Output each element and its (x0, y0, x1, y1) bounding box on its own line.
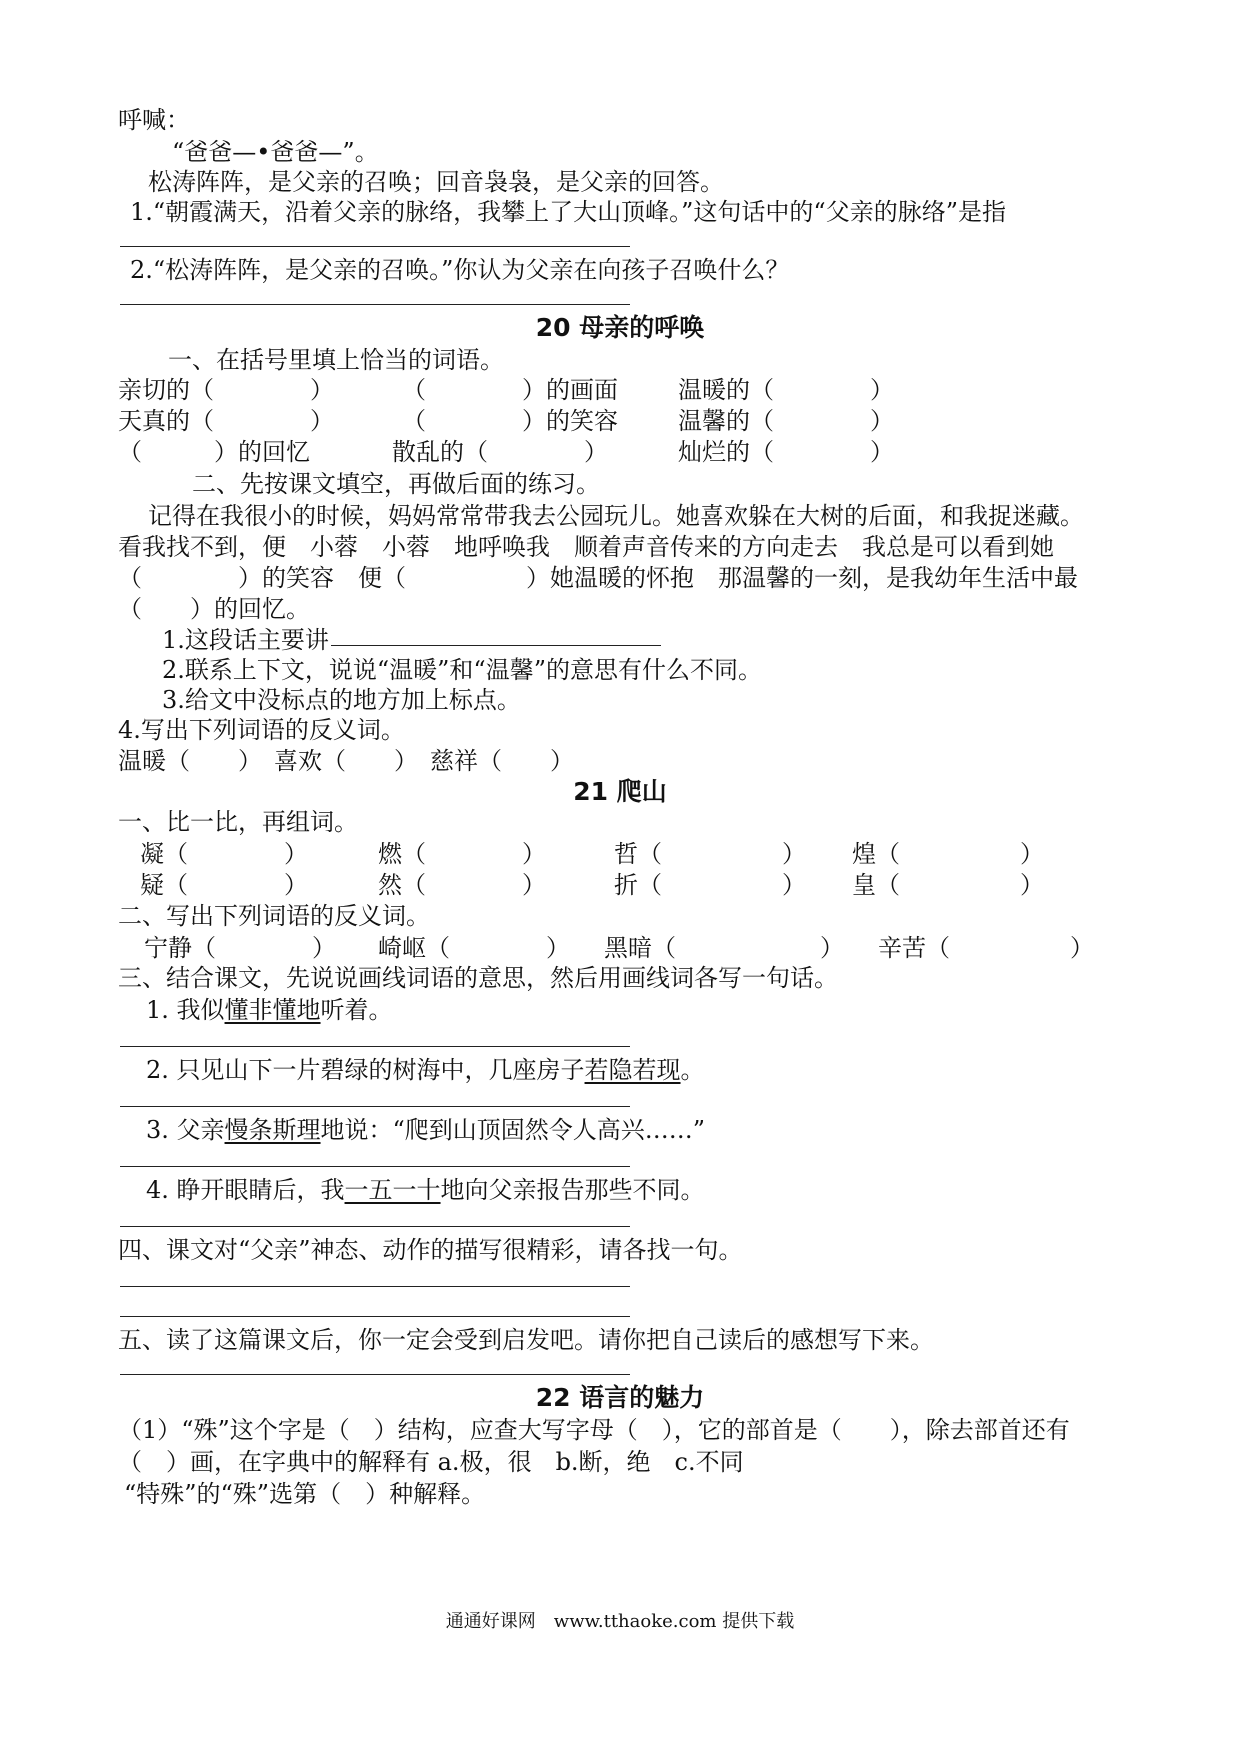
fill-item: （ ）的画面 (402, 376, 618, 404)
sentence-item: 1. 我似懂非懂地听着。 (146, 996, 393, 1024)
section-title-21: 21 爬山 (573, 777, 667, 806)
fill-item: 温暖的（ ） (678, 376, 894, 404)
footer-source: 通通好课网 www.tthaoke.com 提供下载 (445, 1611, 795, 1632)
section-title-20: 20 母亲的呼唤 (535, 313, 705, 342)
answer-blank[interactable] (120, 246, 630, 247)
compare-item: 煌（ ） (852, 840, 1044, 868)
answer-blank[interactable] (120, 1046, 630, 1047)
compare-item: 凝（ ） (140, 840, 308, 868)
answer-blank[interactable] (120, 1374, 630, 1375)
compare-item: 燃（ ） (378, 840, 546, 868)
answer-blank[interactable] (331, 645, 661, 646)
compare-item: 折（ ） (614, 871, 806, 899)
passage-line: （ ）的回忆。 (118, 595, 310, 623)
sentence-item: 2. 只见山下一片碧绿的树海中，几座房子若隐若现。 (146, 1056, 705, 1084)
underlined-word: 若隐若现 (584, 1056, 681, 1084)
question-3: 3.给文中没标点的地方加上标点。 (162, 686, 521, 714)
sentence-item: 4. 睁开眼睛后，我一五一十地向父亲报告那些不同。 (146, 1176, 705, 1204)
exercise-heading: 一、在括号里填上恰当的词语。 (168, 346, 504, 374)
quote-line: “爸爸—•爸爸—”。 (172, 138, 379, 166)
text-line: （ ）画，在字典中的解释有 a.极，很 b.断，绝 c.不同 (118, 1448, 744, 1476)
antonym-row: 温暖（ ） 喜欢（ ） 慈祥（ ） (118, 747, 574, 775)
answer-blank[interactable] (120, 1226, 630, 1227)
fill-item: 亲切的（ ） (118, 376, 334, 404)
underlined-word: 一五一十 (344, 1176, 441, 1204)
exercise-heading: 四、课文对“父亲”神态、动作的描写很精彩，请各找一句。 (118, 1236, 743, 1264)
exercise-heading: 五、读了这篇课文后，你一定会受到启发吧。请你把自己读后的感想写下来。 (118, 1326, 934, 1354)
text-line: “特殊”的“殊”选第（ ）种解释。 (124, 1480, 486, 1508)
passage-line: 记得在我很小的时候，妈妈常常带我去公园玩儿。她喜欢躲在大树的后面，和我捉迷藏。 (148, 502, 1084, 530)
exercise-heading: 二、先按课文填空，再做后面的练习。 (192, 470, 600, 498)
underlined-word: 慢条斯理 (224, 1116, 321, 1144)
fill-item: 温馨的（ ） (678, 407, 894, 435)
text-line: 呼喊： (118, 106, 190, 134)
answer-blank[interactable] (120, 1316, 630, 1317)
compare-item: 疑（ ） (140, 871, 308, 899)
compare-item: 然（ ） (378, 871, 546, 899)
answer-blank[interactable] (120, 1106, 630, 1107)
exercise-heading: 三、结合课文，先说说画线词语的意思，然后用画线词各写一句话。 (118, 964, 838, 992)
compare-item: 皇（ ） (852, 871, 1044, 899)
fill-item: 天真的（ ） (118, 407, 334, 435)
passage-line: 看我找不到，便 小蓉 小蓉 地呼唤我 顺着声音传来的方向走去 我总是可以看到她 (118, 533, 1054, 561)
answer-blank[interactable] (120, 1166, 630, 1167)
question-4: 4.写出下列词语的反义词。 (118, 716, 405, 744)
antonym-item: 崎岖（ ） (378, 934, 570, 962)
question-1: 1.这段话主要讲 (162, 624, 661, 656)
question-2: 2.“松涛阵阵，是父亲的召唤。”你认为父亲在向孩子召唤什么？ (130, 256, 790, 284)
exercise-heading: 一、比一比，再组词。 (118, 808, 358, 836)
compare-item: 哲（ ） (614, 840, 806, 868)
question-1: 1.“朝霞满天，沿着父亲的脉络，我攀上了大山顶峰。”这句话中的“父亲的脉络”是指 (130, 198, 1006, 226)
section-title-22: 22 语言的魅力 (535, 1383, 705, 1412)
exercise-heading: 二、写出下列词语的反义词。 (118, 902, 430, 930)
antonym-item: 辛苦（ ） (878, 934, 1094, 962)
passage-line: （ ）的笑容 便（ ）她温暖的怀抱 那温馨的一刻，是我幼年生活中最 (118, 564, 1078, 592)
fill-item: （ ）的回忆 (118, 438, 310, 466)
underlined-word: 懂非懂地 (224, 996, 321, 1024)
text-line: （1）“殊”这个字是（ ）结构，应查大写字母（ ），它的部首是（ ），除去部首还有 (118, 1416, 1070, 1444)
question-2: 2.联系上下文，说说“温暖”和“温馨”的意思有什么不同。 (162, 656, 762, 684)
fill-item: 灿烂的（ ） (678, 438, 894, 466)
antonym-item: 宁静（ ） (144, 934, 336, 962)
sentence-item: 3. 父亲慢条斯理地说：“爬到山顶固然令人高兴……” (146, 1116, 706, 1144)
antonym-item: 黑暗（ ） (604, 934, 844, 962)
answer-blank[interactable] (120, 1286, 630, 1287)
answer-blank[interactable] (120, 304, 630, 305)
fill-item: 散乱的（ ） (392, 438, 608, 466)
text-line: 松涛阵阵，是父亲的召唤；回音袅袅，是父亲的回答。 (148, 168, 724, 196)
fill-item: （ ）的笑容 (402, 407, 618, 435)
